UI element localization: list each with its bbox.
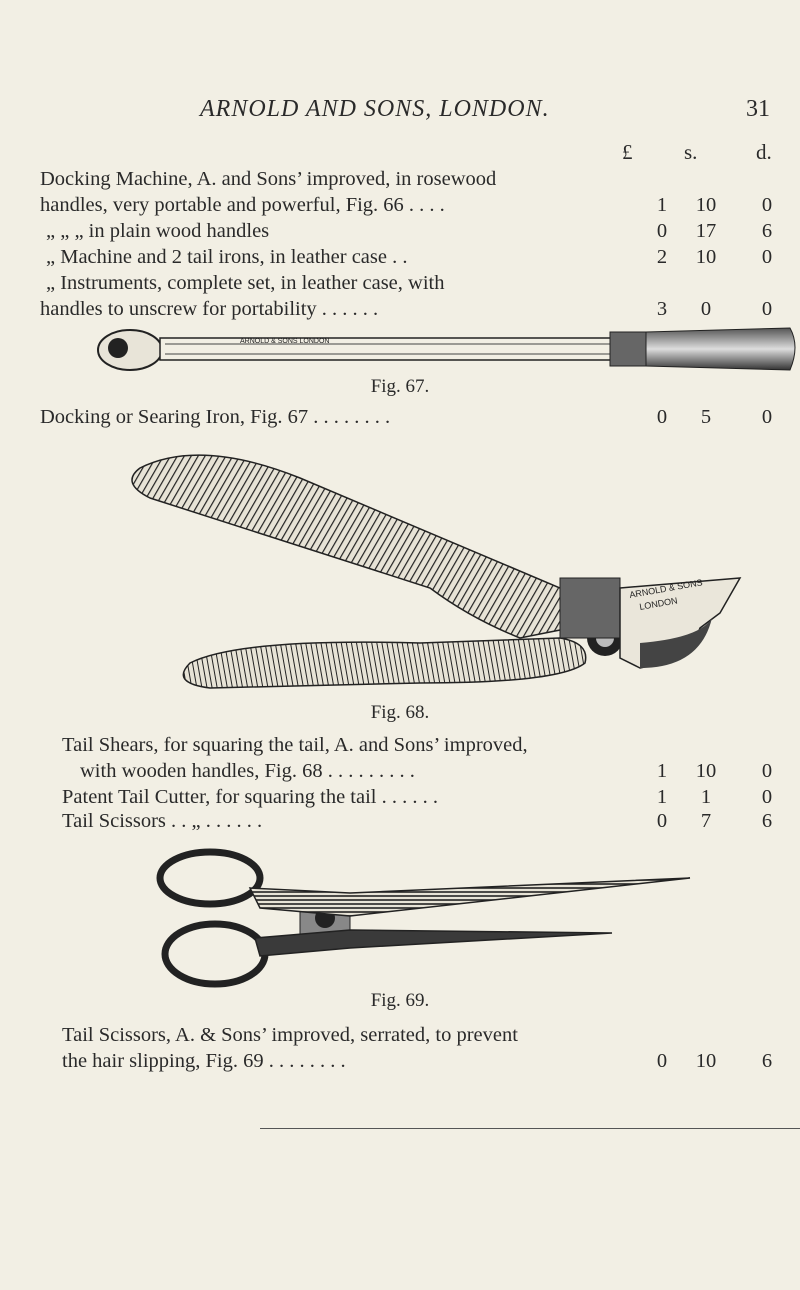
price-pounds: 0: [656, 220, 668, 242]
price-shillings: 7: [700, 810, 712, 832]
shillings-heading: s.: [684, 140, 698, 164]
fig67-searing-iron-illustration: [0, 326, 800, 374]
price-line: „ „ „ in plain wood handles 0 17 6: [40, 218, 800, 244]
price-line: the hair slipping, Fig. 69 . . . . . . . . 0 10 6: [40, 1048, 800, 1074]
price-line: handles to unscrew for portability . . . . . . 3 0 0: [40, 296, 800, 322]
price-line: handles, very portable and powerful, Fig. 66 . . . . 1 10 0: [40, 192, 800, 218]
pence-heading: d.: [756, 140, 772, 164]
price-pounds: 1: [656, 194, 668, 216]
price-line: Docking Machine, A. and Sons’ improved, in rosewood: [40, 168, 497, 190]
price-pounds: 0: [656, 1050, 668, 1072]
fig69-tail-scissors-illustration: [0, 838, 800, 988]
price-pence: 0: [761, 760, 773, 782]
price-pence: 6: [761, 1050, 773, 1072]
bottom-rule: [260, 1128, 800, 1129]
price-pounds: 1: [656, 786, 668, 808]
price-pounds: 0: [656, 406, 668, 428]
page-number: 31: [746, 96, 770, 122]
running-header: [200, 96, 770, 132]
price-pounds: 1: [656, 760, 668, 782]
price-line: Tail Shears, for squaring the tail, A. and Sons’ improved,: [62, 734, 528, 756]
price-pence: 6: [761, 810, 773, 832]
price-line: Tail Scissors, A. & Sons’ improved, serrated, to prevent: [62, 1024, 518, 1046]
price-shillings: 1: [700, 786, 712, 808]
price-line: Docking or Searing Iron, Fig. 67 . . . . . . . . 0 5 0: [40, 404, 800, 430]
price-shillings: 10: [695, 246, 717, 268]
price-pounds: 0: [656, 810, 668, 832]
price-line: with wooden handles, Fig. 68 . . . . . . . . . 1 10 0: [40, 758, 800, 784]
price-shillings: 0: [700, 298, 712, 320]
price-line: „ Instruments, complete set, in leather case, with: [46, 272, 445, 294]
fig69-caption: Fig. 69.: [370, 990, 430, 1011]
price-pence: 6: [761, 220, 773, 242]
price-pence: 0: [761, 298, 773, 320]
price-pence: 0: [761, 786, 773, 808]
header-title: ARNOLD AND SONS, LONDON.: [200, 96, 550, 122]
fig68-stamp-line1: ARNOLD & SONS: [628, 577, 704, 600]
price-pence: 0: [761, 194, 773, 216]
price-pounds: 3: [656, 298, 668, 320]
fig67-caption: Fig. 67.: [370, 376, 430, 397]
price-shillings: 10: [695, 760, 717, 782]
price-shillings: 5: [700, 406, 712, 428]
price-pence: 0: [761, 406, 773, 428]
fig68-stamp-line2: LONDON: [638, 595, 679, 612]
fig68-tail-shears-illustration: [0, 438, 800, 700]
price-shillings: 17: [695, 220, 717, 242]
price-line: Patent Tail Cutter, for squaring the tail . . . . . . 1 1 0: [40, 784, 800, 810]
price-pence: 0: [761, 246, 773, 268]
price-pounds: 2: [656, 246, 668, 268]
price-shillings: 10: [695, 1050, 717, 1072]
fig68-caption: Fig. 68.: [370, 702, 430, 723]
price-line: Tail Scissors . . „ . . . . . . 0 7 6: [40, 808, 800, 834]
fig67-stamp: ARNOLD & SONS LONDON: [240, 338, 330, 345]
price-line: „ Machine and 2 tail irons, in leather case . . 2 10 0: [40, 244, 800, 270]
pounds-heading: £: [622, 140, 633, 164]
price-shillings: 10: [695, 194, 717, 216]
